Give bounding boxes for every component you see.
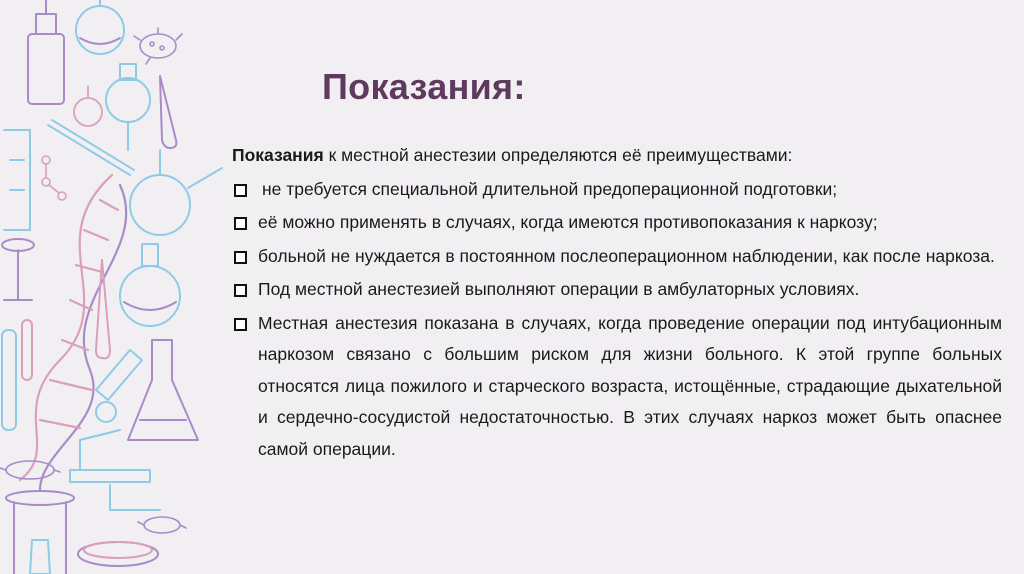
- checkbox-bullet-icon: [234, 184, 247, 197]
- list-item-text: больной не нуждается в постоянном послеоперационном наблюдении, как после наркоза.: [258, 245, 995, 266]
- checkbox-bullet-icon: [234, 284, 247, 297]
- test-tube-icon: [160, 76, 176, 148]
- molecule-icon: [42, 156, 66, 200]
- list-item: [232, 241, 1002, 273]
- petri-dish-icon: [78, 542, 158, 566]
- checkbox-bullet-icon: [234, 318, 247, 331]
- list-item: [232, 308, 1002, 466]
- flask-icon: [74, 86, 102, 126]
- dna-icon: [20, 175, 126, 490]
- bacteria-icon: [134, 28, 182, 64]
- slide-body: [232, 140, 1002, 465]
- lab-equipment-decoration: [0, 0, 230, 574]
- lab-stand-icon: [2, 239, 34, 300]
- list-item: [232, 174, 1002, 206]
- test-tube-icon: [2, 320, 32, 430]
- microscope-icon: [70, 350, 160, 510]
- intro-rest: к местной анестезии определяются её преимуществами:: [323, 145, 793, 165]
- list-item-text: её можно применять в случаях, когда имеются противопоказания к наркозу;: [258, 212, 878, 232]
- beaker-icon: [4, 130, 30, 230]
- pipette-icon: [48, 120, 134, 175]
- list-item: [232, 207, 1002, 239]
- flask-icon: [120, 244, 180, 326]
- list-item-text: Местная анестезия показана в случаях, когда проведение операции под интубационным наркозом связано с большим риском для жизни больного. К этой группе больных относятся лица пожилого и старческого возраста, истощённые, страдающие дыхательной и сердечно-сосудистой недостаточностью. В этих случаях наркоз может быть опаснее самой операции.: [258, 312, 1002, 459]
- flask-icon: [76, 0, 124, 54]
- intro-bold: Показания: [232, 145, 324, 165]
- intro-paragraph: [232, 140, 1002, 172]
- list-item-text: не требуется специальной длительной предоперационной подготовки;: [262, 178, 838, 199]
- list-item-text: Под местной анестезией выполняют операции в амбулаторных условиях.: [258, 279, 860, 299]
- conical-flask-icon: [128, 340, 198, 440]
- slide-title: Показания:: [322, 66, 526, 107]
- bottle-icon: [28, 0, 64, 104]
- burner-icon: [6, 491, 74, 574]
- indications-list: [232, 174, 1002, 466]
- test-tube-icon: [96, 260, 110, 358]
- checkbox-bullet-icon: [234, 217, 247, 230]
- checkbox-bullet-icon: [234, 251, 247, 264]
- list-item: [232, 274, 1002, 306]
